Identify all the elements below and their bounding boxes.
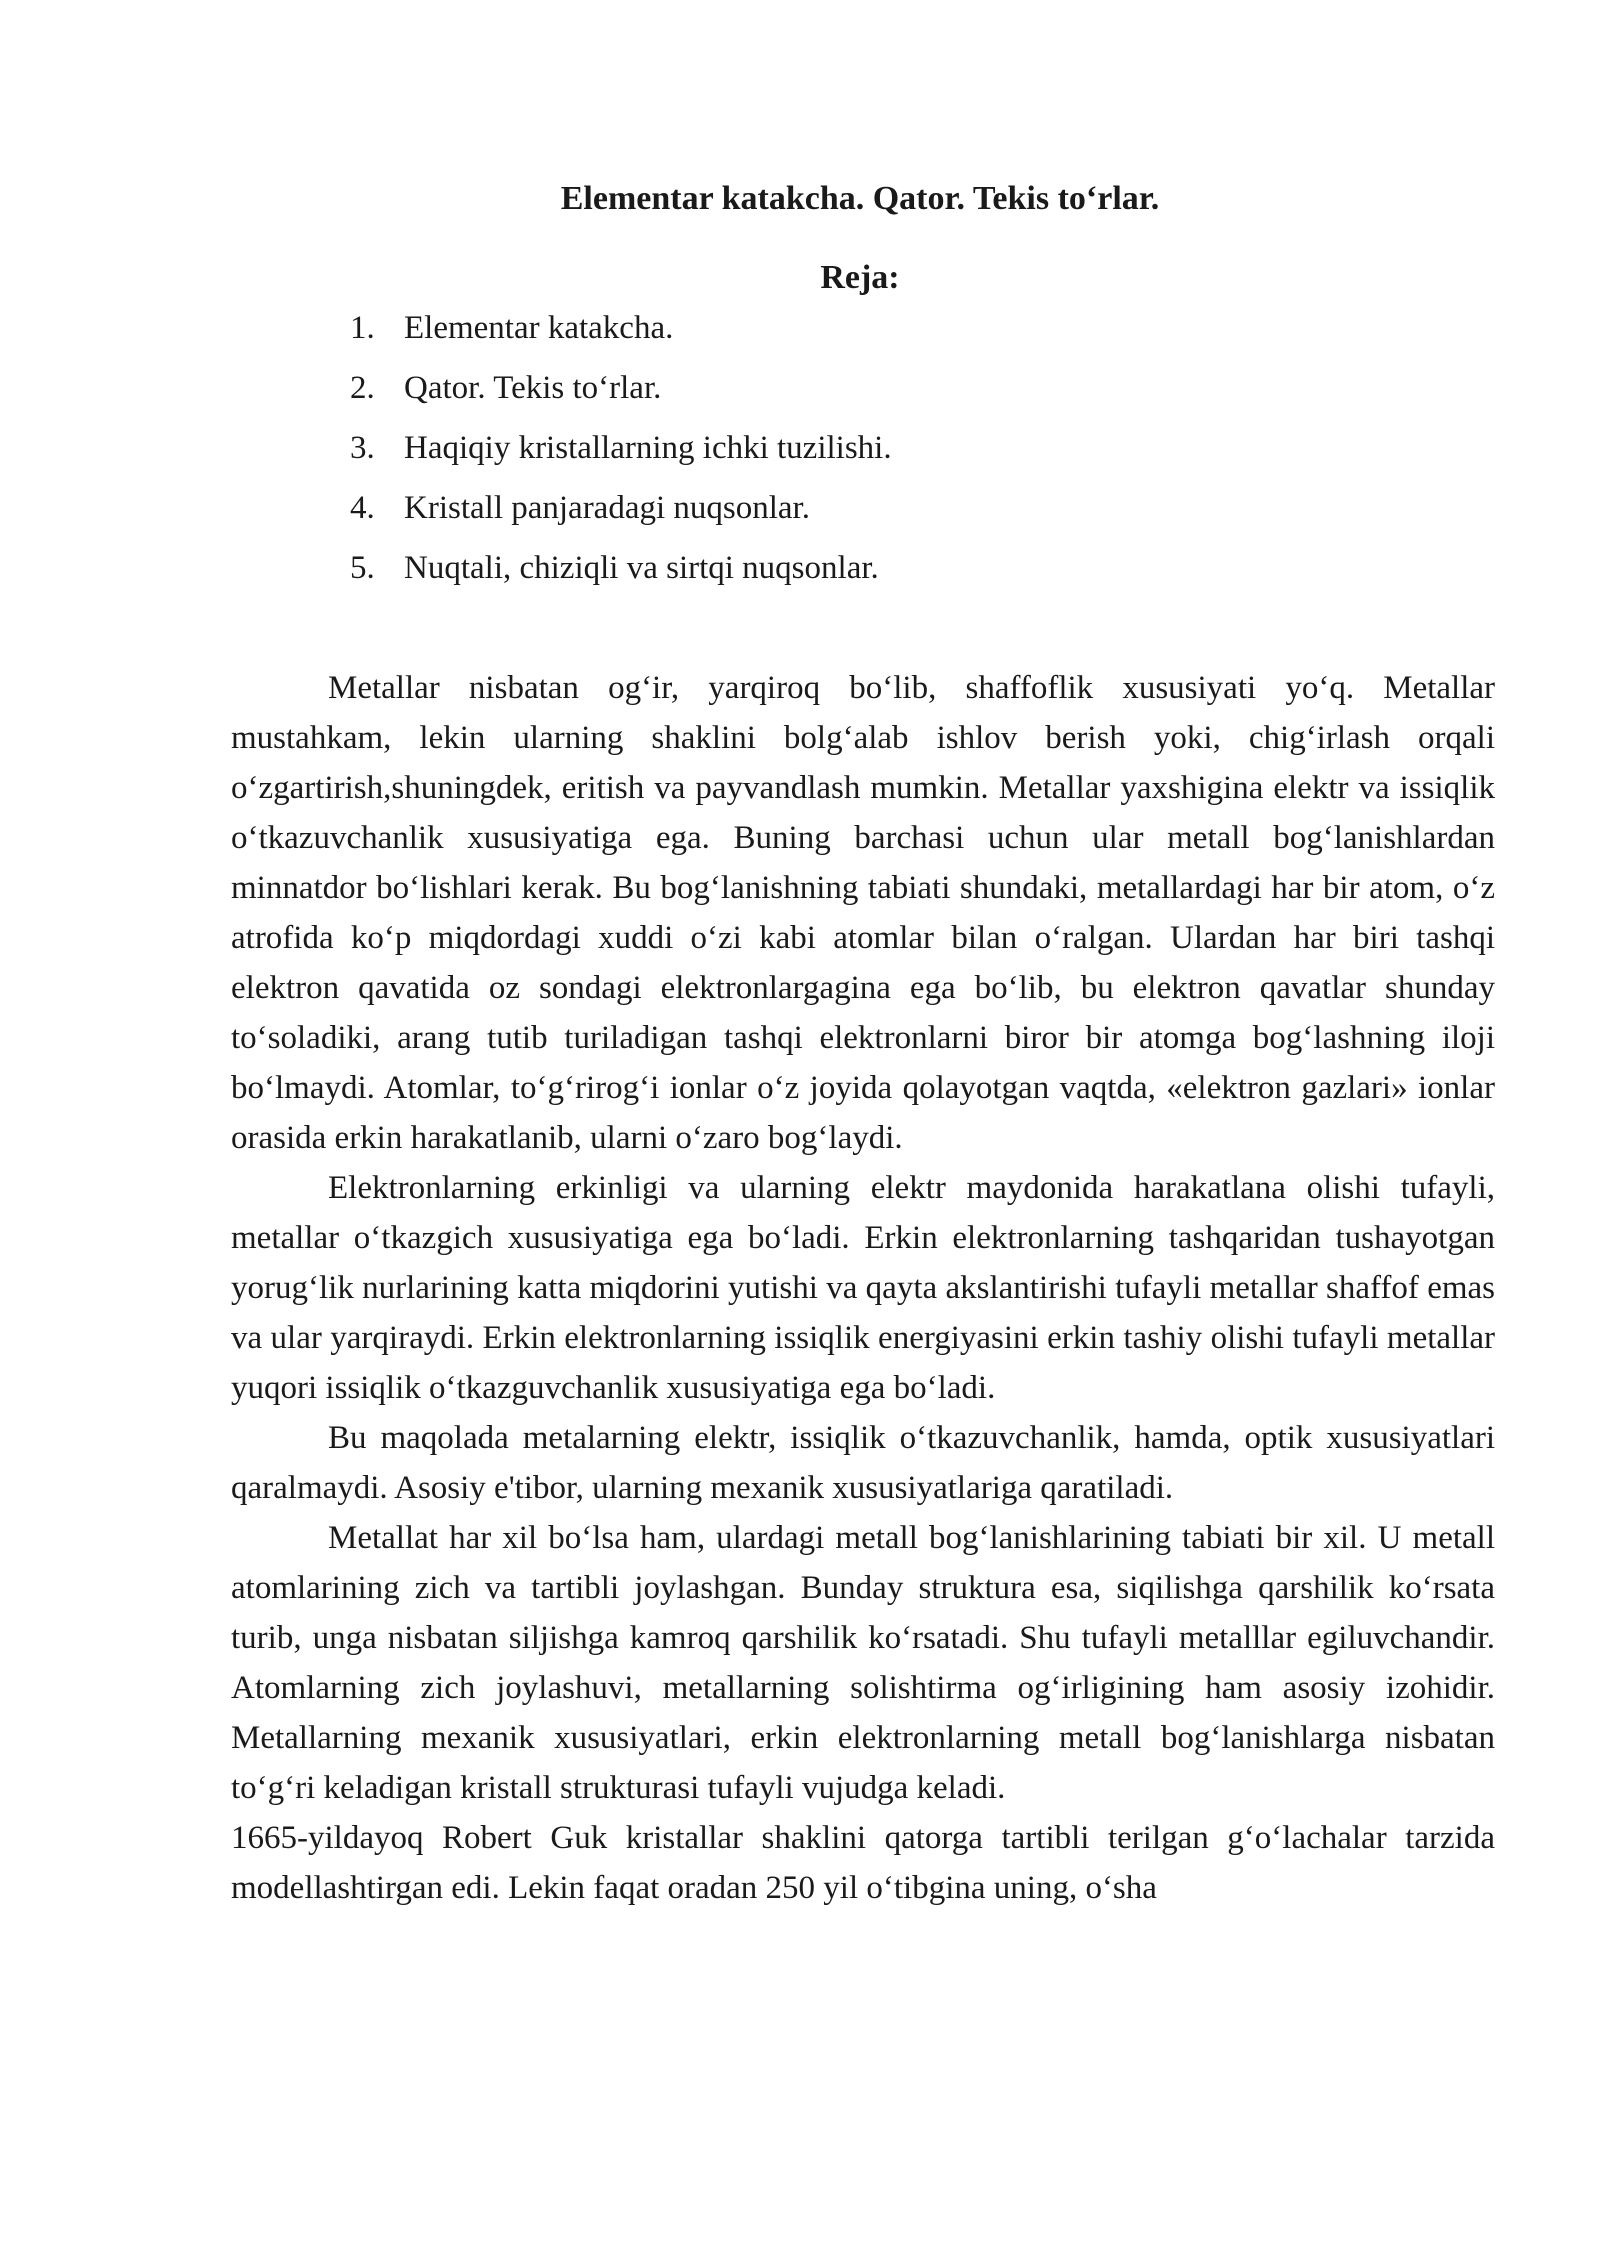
plan-item-number: 3. [350,430,375,466]
plan-item-text: Qator. Tekis to‘rlar. [404,370,662,406]
paragraph-article-focus: Bu maqolada metalarning elektr, issiqlik o‘tkazuvchanlik, hamda, optik xususiyatlari qaralmaydi. Asosiy e'tibor, ularning mexanik xususiyatlariga qaratiladi. [231,1420,1495,1506]
plan-list [350,298,892,598]
plan-item-text: Kristall panjaradagi nuqsonlar. [404,490,810,526]
paragraph-metal-bonds: Metallat har xil bo‘lsa ham, ulardagi metall bog‘lanishlarining tabiati bir xil. U metall atomlarining zich va tartibli joylashgan. Bunday struktura esa, siqilishga qarshilik ko‘rsata turib, unga nisbatan siljishga kamroq qarshilik ko‘rsatadi. Shu tufayli metalllar egiluvchandir. Atomlarning zich joylashuvi, metallarning solishtirma og‘irligining ham asosiy izohidir. Metallarning mexanik xususiyatlari, erkin elektronlarning metall bog‘lanishlarga nisbatan to‘g‘ri keladigan kristall strukturasi tufayli vujudga keladi. [231,1520,1495,1806]
paragraph-metal-properties: Metallar nisbatan og‘ir, yarqiroq bo‘lib, shaffoflik xususiyati yo‘q. Metallar mustahkam, lekin ularning shaklini bolg‘alab ishlov berish yoki, chig‘irlash orqali o‘zgartirish,shuningdek, eritish va payvandlash mumkin. Metallar yaxshigina elektr va issiqlik o‘tkazuvchanlik xususiyatiga ega. Buning barchasi uchun ular metall bog‘lanishlardan minnatdor bo‘lishlari kerak. Bu bog‘lanishning tabiati shundaki, metallardagi har bir atom, o‘z atrofida ko‘p miqdordagi xuddi o‘zi kabi atomlar bilan o‘ralgan. Ulardan har biri tashqi elektron qavatida oz sondagi elektronlargagina ega bo‘lib, bu elektron qavatlar shunday to‘soladiki, arang tutib turiladigan tashqi elektronlarni biror bir atomga bog‘lashning iloji bo‘lmaydi. Atomlar, to‘g‘rirog‘i ionlar o‘z joyida qolayotgan vaqtda, «elektron gazlari» ionlar orasida erkin harakatlanib, ularni o‘zaro bog‘laydi. [231,670,1495,1156]
paragraph-hooke-history: 1665-yildayoq Robert Guk kristallar shaklini qatorga tartibli terilgan g‘o‘lachalar tarzida modellashtirgan edi. Lekin faqat oradan 250 yil o‘tibgina uning, o‘sha [231,1820,1495,1906]
plan-item [350,538,892,598]
body-text [231,663,1495,1913]
plan-item-text: Elementar katakcha. [404,310,674,346]
plan-item [350,478,892,538]
document-title: Elementar katakcha. Qator. Tekis to‘rlar. [560,180,1160,217]
plan-item [350,418,892,478]
paragraph-electron-freedom: Elektronlarning erkinligi va ularning elektr maydonida harakatlana olishi tufayli, metallar o‘tkazgich xususiyatiga ega bo‘ladi. Erkin elektronlarning tashqaridan tushayotgan yorug‘lik nurlarining katta miqdorini yutishi va qayta akslantirishi tufayli metallar shaffof emas va ular yarqiraydi. Erkin elektronlarning issiqlik energiyasini erkin tashiy olishi tufayli metallar yuqori issiqlik o‘tkazguvchanlik xususiyatiga ega bo‘ladi. [231,1170,1495,1406]
plan-item-number: 1. [350,310,375,346]
plan-item-text: Nuqtali, chiziqli va sirtqi nuqsonlar. [404,550,879,586]
plan-item-number: 4. [350,490,375,526]
plan-item [350,358,892,418]
plan-item [350,298,892,358]
plan-item-number: 5. [350,550,375,586]
plan-item-text: Haqiqiy kristallarning ichki tuzilishi. [404,430,892,466]
plan-heading: Reja: [820,259,900,296]
plan-item-number: 2. [350,370,375,406]
